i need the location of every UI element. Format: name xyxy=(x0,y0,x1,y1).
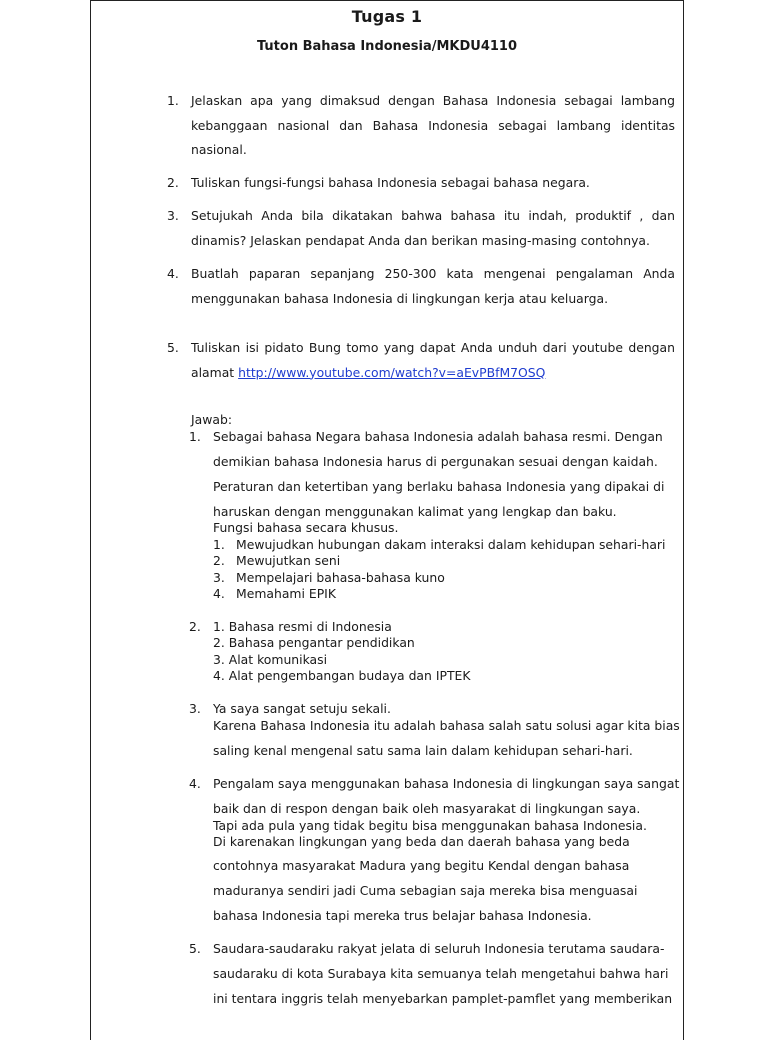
sub-item-text: Mewujudkan hubungan dakam interaksi dalam kehidupan sehari-hari xyxy=(236,537,666,552)
question-number: 1. xyxy=(167,93,179,108)
answer-2-line: 3. Alat komunikasi xyxy=(213,652,328,667)
answer-5-number: 5. xyxy=(189,941,201,956)
sub-item-text: Memahami EPIK xyxy=(236,586,336,601)
answer-1-line: demikian bahasa Indonesia harus di pergunakan sesuai dengan kaidah. xyxy=(213,454,658,469)
answer-4-line: Di karenakan lingkungan yang beda dan daerah bahasa yang beda xyxy=(213,834,630,849)
answer-1-line: haruskan dengan menggunakan kalimat yang lengkap dan baku. xyxy=(213,504,617,519)
question-line: Jelaskan apa yang dimaksud dengan Bahasa Indonesia sebagai lambang xyxy=(191,93,675,108)
question-line: Buatlah paparan sepanjang 250-300 kata mengenai pengalaman Anda xyxy=(191,266,675,281)
answer-2-number: 2. xyxy=(189,619,201,634)
answer-4-line: contohnya masyarakat Madura yang begitu Kendal dengan bahasa xyxy=(213,858,630,873)
answer-1-line: Sebagai bahasa Negara bahasa Indonesia adalah bahasa resmi. Dengan xyxy=(213,429,663,444)
document-page xyxy=(90,0,684,1040)
document-subtitle: Tuton Bahasa Indonesia/MKDU4110 xyxy=(256,39,518,54)
answer-2-line: 1. Bahasa resmi di Indonesia xyxy=(213,619,392,634)
sub-item-number: 3. xyxy=(213,570,225,585)
answer-2-line: 2. Bahasa pengantar pendidikan xyxy=(213,635,415,650)
question-line: Setujukah Anda bila dikatakan bahwa bahasa itu indah, produktif , dan xyxy=(191,208,675,223)
question-line: Tuliskan isi pidato Bung tomo yang dapat Anda unduh dari youtube dengan xyxy=(191,340,675,355)
answer-3-line: Ya saya sangat setuju sekali. xyxy=(213,701,391,716)
answer-5-line: ini tentara inggris telah menyebarkan pamplet-pamflet yang memberikan xyxy=(213,991,673,1006)
answer-3-number: 3. xyxy=(189,701,201,716)
answer-4-line: baik dan di respon dengan baik oleh masyarakat di lingkungan saya. xyxy=(213,801,641,816)
answer-1-number: 1. xyxy=(189,429,201,444)
answers-label: Jawab: xyxy=(191,412,233,427)
sub-item-number: 1. xyxy=(213,537,225,552)
sub-item-text: Mewujutkan seni xyxy=(236,553,341,568)
question-line: Tuliskan fungsi-fungsi bahasa Indonesia sebagai bahasa negara. xyxy=(191,175,590,190)
question-line: dinamis? Jelaskan pendapat Anda dan berikan masing-masing contohnya. xyxy=(191,232,650,248)
answer-1-subtitle: Fungsi bahasa secara khusus. xyxy=(213,520,399,535)
answer-5-line: Saudara-saudaraku rakyat jelata di seluruh Indonesia terutama saudara- xyxy=(213,941,665,956)
answer-2-line: 4. Alat pengembangan budaya dan IPTEK xyxy=(213,668,471,683)
question-number: 4. xyxy=(167,266,179,281)
question-number: 3. xyxy=(167,208,179,223)
answer-1-line: Peraturan dan ketertiban yang berlaku bahasa Indonesia yang dipakai di xyxy=(213,479,665,494)
sub-item-number: 4. xyxy=(213,586,225,601)
sub-item-number: 2. xyxy=(213,553,225,568)
question-line: nasional. xyxy=(191,142,247,157)
sub-item-text: Mempelajari bahasa-bahasa kuno xyxy=(236,570,445,585)
answer-4-line: bahasa Indonesia tapi mereka trus belajar bahasa Indonesia. xyxy=(213,908,592,923)
answer-3-line: Karena Bahasa Indonesia itu adalah bahasa salah satu solusi agar kita bias xyxy=(213,718,680,733)
answer-3-line: saling kenal mengenal satu sama lain dalam kehidupan sehari-hari. xyxy=(213,743,633,758)
answer-4-line: Tapi ada pula yang tidak begitu bisa menggunakan bahasa Indonesia. xyxy=(213,818,647,833)
question-line: alamat xyxy=(191,364,235,380)
question-line: kebanggaan nasional dan Bahasa Indonesia sebagai lambang identitas xyxy=(191,117,675,133)
question-line: menggunakan bahasa Indonesia di lingkungan kerja atau keluarga. xyxy=(191,290,609,306)
answer-4-number: 4. xyxy=(189,776,201,791)
question-number: 2. xyxy=(167,175,179,190)
answer-5-line: saudaraku di kota Surabaya kita semuanya telah mengetahui bahwa hari xyxy=(213,966,669,981)
youtube-link[interactable]: http://www.youtube.com/watch?v=aEvPBfM7OSQ xyxy=(238,364,546,380)
answer-4-line: Pengalam saya menggunakan bahasa Indonesia di lingkungan saya sangat xyxy=(213,776,680,791)
document-title: Tugas 1 xyxy=(351,7,423,26)
question-number: 5. xyxy=(167,340,179,355)
answer-4-line: maduranya sendiri jadi Cuma sebagian saja mereka bisa menguasai xyxy=(213,883,638,898)
